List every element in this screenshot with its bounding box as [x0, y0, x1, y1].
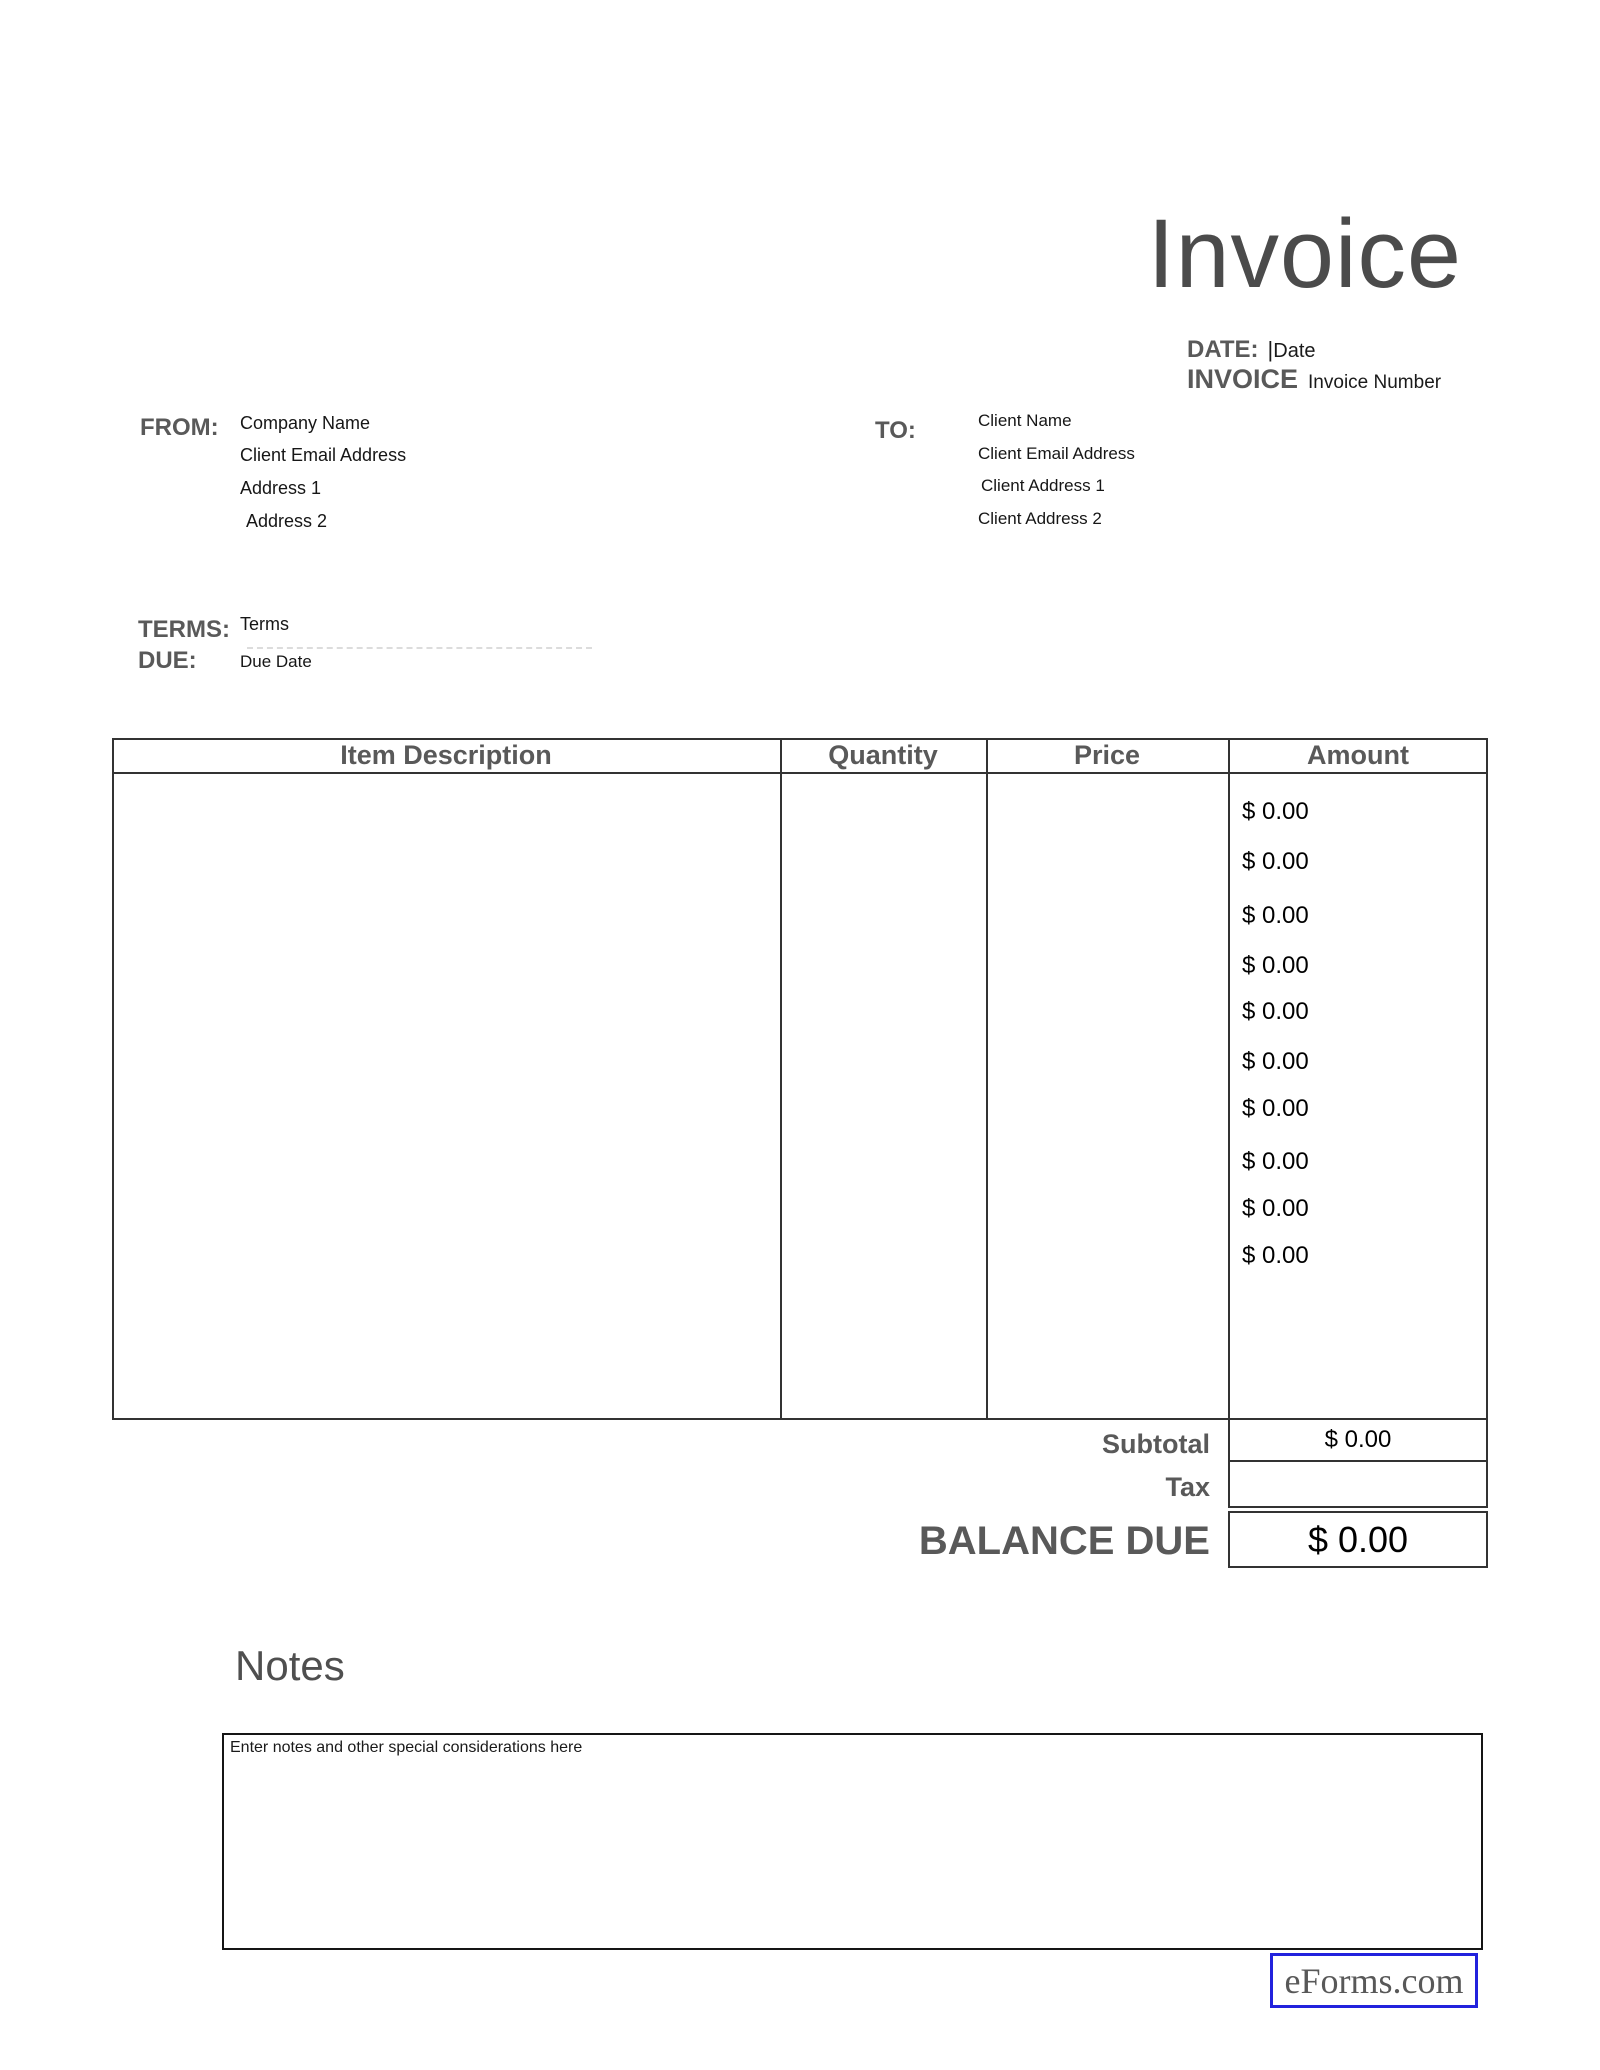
date-label: DATE: [1187, 336, 1259, 363]
from-address1-field[interactable]: Address 1 [240, 478, 322, 498]
text-cursor: | [1267, 337, 1274, 362]
from-address2-field[interactable]: Address 2 [246, 511, 328, 531]
invoice-label: INVOICE [1187, 364, 1299, 394]
header-quantity: Quantity [828, 739, 938, 770]
column-divider [1228, 738, 1230, 1420]
to-client-name-field[interactable]: Client Name [978, 411, 1072, 430]
terms-underline [247, 647, 592, 649]
from-label: FROM: [140, 414, 219, 441]
invoice-number-row [1187, 364, 1441, 395]
to-email-field[interactable]: Client Email Address [978, 444, 1135, 463]
subtotal-field[interactable]: $ 0.00 [1228, 1420, 1488, 1462]
items-table [112, 738, 1488, 1420]
to-address2-field[interactable]: Client Address 2 [978, 509, 1102, 528]
date-field[interactable]: Date [1273, 340, 1316, 362]
notes-heading: Notes [235, 1642, 345, 1689]
items-table-header [112, 738, 1488, 774]
due-date-field[interactable]: Due Date [240, 652, 312, 671]
amount-field[interactable]: $ 0.00 [1242, 952, 1309, 979]
from-company-name-field[interactable]: Company Name [240, 413, 371, 433]
to-label: TO: [875, 417, 916, 444]
amount-field[interactable]: $ 0.00 [1242, 1048, 1309, 1075]
amount-field[interactable]: $ 0.00 [1242, 902, 1309, 929]
invoice-number-field[interactable]: Invoice Number [1308, 372, 1442, 393]
amount-field[interactable]: $ 0.00 [1242, 1242, 1309, 1269]
subtotal-label: Subtotal [1102, 1429, 1210, 1459]
column-divider [780, 738, 782, 1420]
amount-field[interactable]: $ 0.00 [1242, 1148, 1309, 1175]
due-label: DUE: [138, 647, 197, 674]
amount-field[interactable]: $ 0.00 [1242, 1095, 1309, 1122]
page-title: Invoice [1147, 199, 1462, 308]
column-divider [986, 738, 988, 1420]
amount-field[interactable]: $ 0.00 [1242, 1195, 1309, 1222]
balance-due-field[interactable]: $ 0.00 [1228, 1511, 1488, 1568]
tax-label: Tax [1165, 1472, 1210, 1502]
amount-field[interactable]: $ 0.00 [1242, 998, 1309, 1025]
header-item-description: Item Description [340, 739, 552, 770]
tax-field[interactable] [1228, 1462, 1488, 1508]
amount-field[interactable]: $ 0.00 [1242, 798, 1309, 825]
header-amount: Amount [1307, 739, 1409, 770]
to-address1-field[interactable]: Client Address 1 [981, 476, 1105, 495]
amount-field[interactable]: $ 0.00 [1242, 848, 1309, 875]
balance-due-label: BALANCE DUE [918, 1519, 1210, 1563]
eforms-link[interactable]: eForms.com [1270, 1953, 1478, 2008]
notes-input[interactable] [222, 1733, 1483, 1950]
terms-label: TERMS: [138, 616, 230, 643]
from-email-field[interactable]: Client Email Address [240, 445, 407, 465]
date-row [1187, 336, 1316, 364]
header-price: Price [1073, 739, 1141, 770]
terms-field[interactable]: Terms [240, 614, 289, 634]
